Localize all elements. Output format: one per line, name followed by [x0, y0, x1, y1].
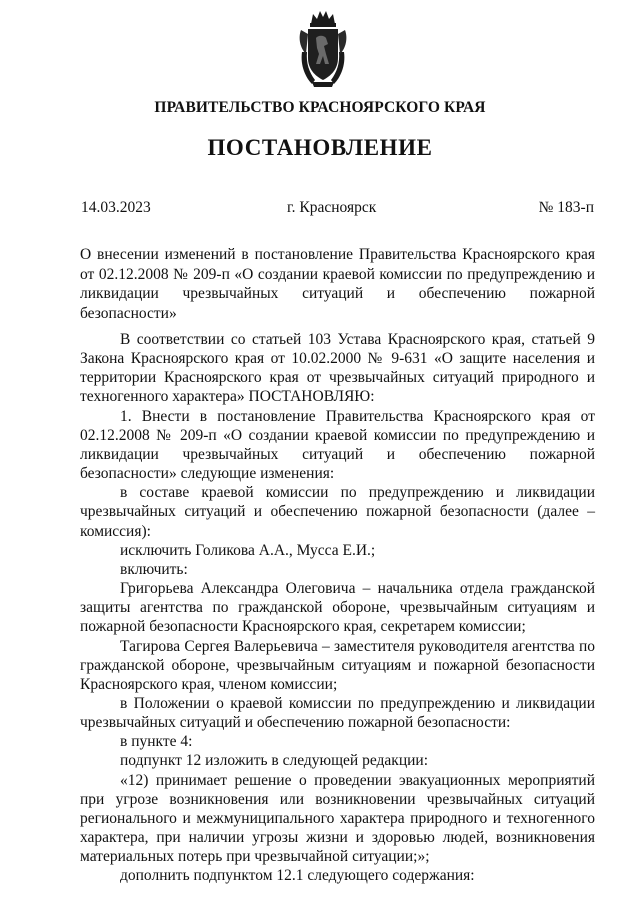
paragraph: дополнить подпунктом 12.1 следующего содержания:	[120, 867, 475, 885]
paragraph: Тагирова Сергея Валерьевича – заместителя руководителя агентства по гражданской обороне, чрезвычайным ситуациям и пожарной безопасности Красноярского края, членом комиссии;	[80, 637, 595, 693]
paragraph: включить:	[120, 560, 188, 578]
paragraph: подпункт 12 изложить в следующей редакции:	[120, 752, 429, 770]
paragraph: 1. Внести в постановление Правительства Красноярского края от 02.12.2008 № 209-п «О создании краевой комиссии по предупреждению и ликвидации чрезвычайных ситуаций и обеспечению пожарной безопасности» следующие изменения:	[80, 407, 595, 483]
document-number: № 183-п	[538, 199, 594, 216]
document-body	[80, 330, 595, 886]
document-city: г. Красноярск	[287, 199, 377, 216]
coat-of-arms-icon	[298, 8, 348, 88]
document-date: 14.03.2023	[81, 199, 151, 216]
paragraph: в составе краевой комиссии по предупреждению и ликвидации чрезвычайных ситуаций и обеспечению пожарной безопасности (далее – комиссия):	[80, 484, 595, 540]
document-subject: О внесении изменений в постановление Правительства Красноярского края от 02.12.2008 № 209-п «О создании краевой комиссии по предупреждению и ликвидации чрезвычайных ситуаций и обеспечению пожарной безопасности»	[80, 246, 595, 323]
paragraph: В соответствии со статьей 103 Устава Красноярского края, статьей 9 Закона Красноярского края от 10.02.2000 № 9-631 «О защите населения и территории Красноярского края от чрезвычайных ситуаций природного и техногенного характера» ПОСТАНОВЛЯЮ:	[80, 331, 595, 406]
paragraph: в Положении о краевой комиссии по предупреждению и ликвидации чрезвычайных ситуаций и обеспечению пожарной безопасности:	[80, 694, 595, 732]
paragraph: в пункте 4:	[120, 733, 193, 751]
document-type-title: ПОСТАНОВЛЕНИЕ	[207, 135, 433, 160]
paragraph: Григорьева Александра Олеговича – начальника отдела гражданской защиты агентства по гражданской обороне, чрезвычайным ситуациям и пожарной безопасности Красноярского края, секретарем комиссии;	[80, 580, 595, 636]
paragraph: «12) принимает решение о проведении эвакуационных мероприятий при угрозе возникновения или возникновении чрезвычайных ситуаций регионального и межмуниципального характера природного и техногенного характера, при наличии угрозы жизни и здоровью людей, возникновения материальных потерь при чрезвычайной ситуации;»;	[80, 771, 595, 866]
paragraph: исключить Голикова А.А., Мусса Е.И.;	[120, 541, 376, 559]
government-title: ПРАВИТЕЛЬСТВО КРАСНОЯРСКОГО КРАЯ	[154, 99, 486, 116]
